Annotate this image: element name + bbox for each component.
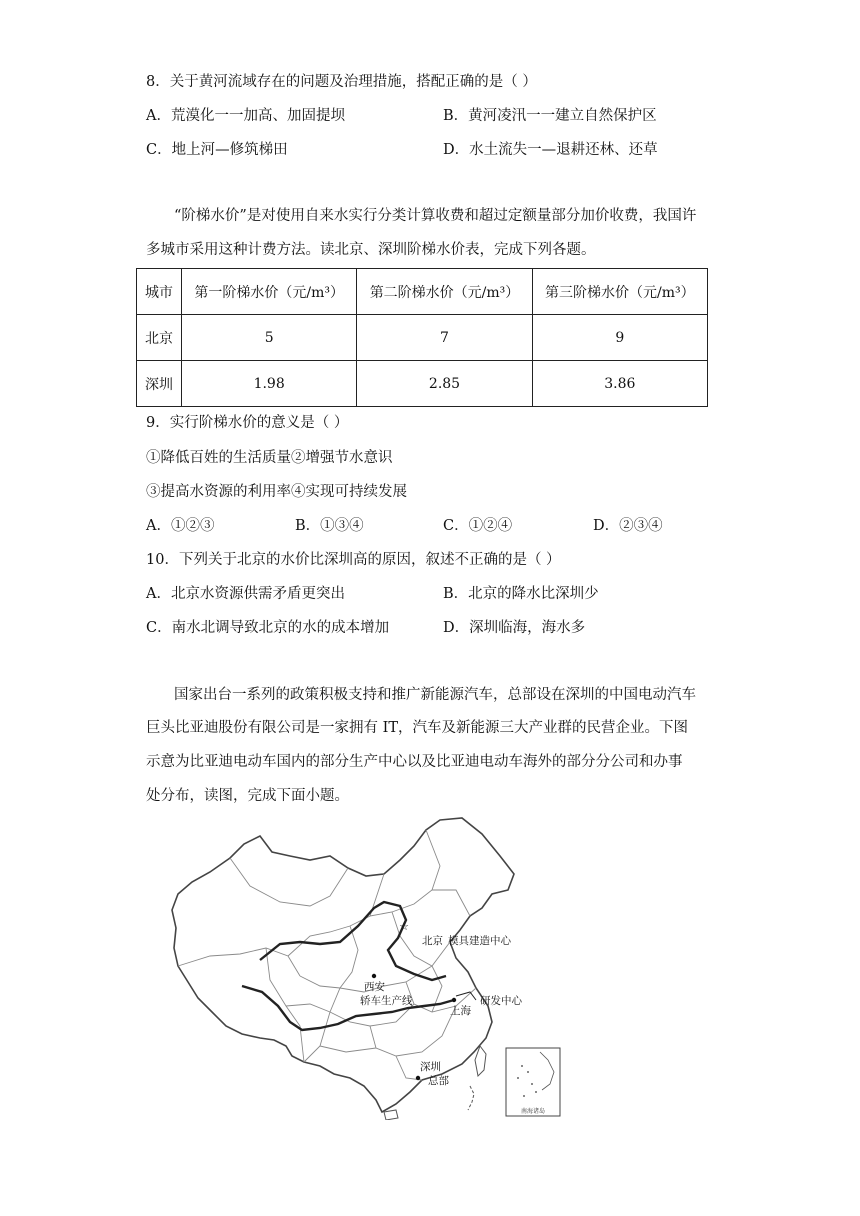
q10-stem: 10．下列关于北京的水价比深圳高的原因，叙述不正确的是（ ） [146, 552, 561, 568]
q9-option-a: A．①②③ [146, 518, 215, 534]
table-cell: 2.85 [357, 361, 532, 407]
table-cell: 7 [357, 315, 532, 361]
q9-option-b: B．①③④ [295, 518, 364, 534]
map-label-xian: 西安 [364, 981, 385, 993]
taiwan-island [475, 1046, 486, 1076]
map-label-xian-note: 轿车生产线 [360, 995, 413, 1007]
q10-option-b: B．北京的降水比深圳少 [443, 586, 599, 602]
q8-option-d: D．水土流失一—退耕还林、还草 [443, 142, 658, 158]
table-cell: 5 [182, 315, 357, 361]
q8-stem: 8．关于黄河流域存在的问题及治理措施，搭配正确的是（ ） [146, 74, 537, 90]
q9-stem: 9．实行阶梯水价的意义是（ ） [146, 415, 349, 431]
passage2-line1: 国家出台一系列的政策积极支持和推广新能源汽车，总部设在深圳的中国电动汽车 [174, 687, 696, 703]
q8-option-a: A．荒漠化一一加高、加固提坝 [146, 108, 345, 124]
table-header-city: 城市 [137, 269, 182, 315]
q10-option-d: D．深圳临海，海水多 [443, 620, 586, 636]
passage2-line2: 巨头比亚迪股份有限公司是一家拥有 IT，汽车及新能源三大产业群的民营企业。下图 [146, 720, 689, 736]
passage2-line3: 示意为比亚迪电动车国内的部分生产中心以及比亚迪电动车海外的部分分公司和办事 [146, 754, 683, 770]
q9-item2: ③提高水资源的利用率④实现可持续发展 [146, 484, 407, 500]
map-label-beijing: 北京 [422, 935, 443, 947]
shenzhen-dot [416, 1076, 420, 1080]
china-map [170, 816, 562, 1120]
q8-option-c: C．地上河—修筑梯田 [146, 142, 288, 158]
map-label-shanghai: 上海 [450, 1005, 471, 1017]
water-price-table [136, 268, 708, 407]
table-header-row [137, 269, 708, 315]
map-label-beijing-note: 模具建造中心 [448, 935, 511, 947]
table-cell: 1.98 [182, 361, 357, 407]
south-china-sea-inset [506, 1048, 560, 1116]
q9-item1: ①降低百姓的生活质量②增强节水意识 [146, 450, 393, 466]
table-cell: 9 [532, 315, 707, 361]
q10-option-a: A．北京水资源供需矛盾更突出 [146, 586, 345, 602]
shanghai-dot [452, 998, 456, 1002]
q9-option-c: C．①②④ [443, 518, 513, 534]
inset-label: 南海诸岛 [520, 1109, 546, 1115]
table-cell: 3.86 [532, 361, 707, 407]
passage1-line2: 多城市采用这种计费方法。读北京、深圳阶梯水价表，完成下列各题。 [146, 242, 596, 258]
q8-option-b: B．黄河凌汛一一建立自然保护区 [443, 108, 657, 124]
china-outline [172, 818, 514, 1112]
xian-dot [372, 974, 376, 978]
passage1-line1: “阶梯水价”是对使用自来水实行分类计算收费和超过定额量部分加价收费，我国许 [174, 208, 697, 224]
hainan-island [384, 1110, 398, 1120]
table-header-tier1: 第一阶梯水价（元/m³） [182, 269, 357, 315]
map-label-shenzhen-note: 总部 [428, 1075, 449, 1087]
passage2-line4: 处分布，读图，完成下面小题。 [146, 788, 349, 804]
q10-option-c: C．南水北调导致北京的水的成本增加 [146, 620, 390, 636]
sea-border [468, 1086, 474, 1110]
table-row [137, 361, 708, 407]
table-header-tier3: 第三阶梯水价（元/m³） [532, 269, 707, 315]
table-cell-city: 北京 [137, 315, 182, 361]
table-header-tier2: 第二阶梯水价（元/m³） [357, 269, 532, 315]
q9-option-d: D．②③④ [593, 518, 663, 534]
map-label-shenzhen: 深圳 [420, 1061, 441, 1073]
table-row [137, 315, 708, 361]
table-cell-city: 深圳 [137, 361, 182, 407]
beijing-star-icon: ☆ [399, 920, 409, 933]
map-label-shanghai-note: 研发中心 [480, 995, 522, 1007]
